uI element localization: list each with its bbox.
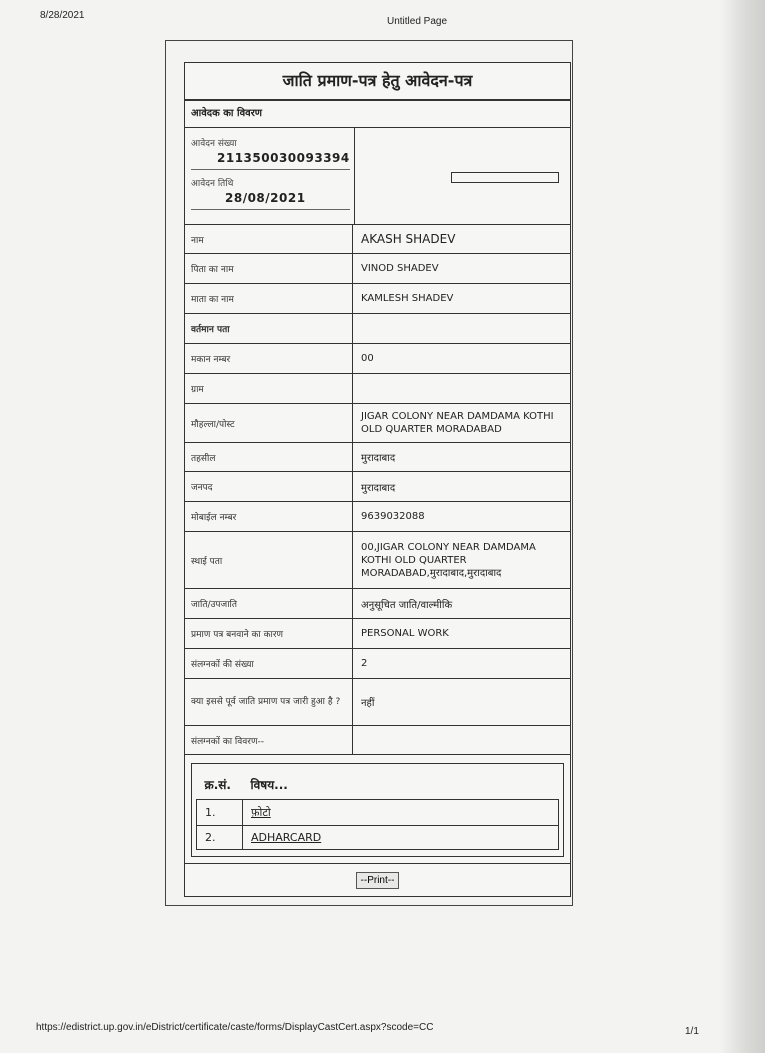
attachment-link-adharcard[interactable]: ADHARCARD [243, 826, 559, 850]
row-village [185, 374, 570, 404]
row-mother-name [185, 284, 570, 314]
row-label: मौहल्ला/पोस्ट [185, 404, 353, 442]
row-mobile-number [185, 502, 570, 532]
row-house-number [185, 344, 570, 374]
row-label: वर्तमान पता [185, 314, 353, 343]
application-number-label: आवेदन संख्या [191, 139, 237, 149]
col-subject-header: विषय... [250, 778, 288, 792]
row-value [353, 374, 570, 403]
row-district [185, 472, 570, 502]
row-mohalla-post [185, 404, 570, 443]
row-tehsil [185, 443, 570, 472]
row-value: 00 [361, 353, 374, 364]
print-date: 8/28/2021 [40, 10, 85, 21]
attachment-serial: 1. [197, 800, 243, 826]
row-value [353, 726, 570, 754]
attachments-section [185, 755, 570, 864]
attachments-table [196, 770, 559, 850]
row-label: मोबाईल नम्बर [185, 502, 353, 531]
attachments-header-row [197, 770, 559, 800]
row-value: 9639032088 [361, 511, 425, 522]
caste-certificate-application-form [184, 62, 571, 897]
row-label: पिता का नाम [185, 254, 353, 283]
row-attachment-count [185, 649, 570, 679]
row-label: जनपद [185, 472, 353, 501]
row-value: 2 [361, 658, 368, 669]
row-value [353, 314, 570, 343]
row-value: KAMLESH SHADEV [361, 293, 454, 304]
form-title: जाति प्रमाण-पत्र हेतु आवेदन-पत्र [185, 63, 570, 101]
print-page-title: Untitled Page [387, 16, 448, 27]
application-number: 211350030093394 [217, 151, 350, 165]
row-label: नाम [185, 225, 353, 253]
row-label: स्थाई पता [185, 532, 353, 588]
application-info-row [185, 128, 570, 225]
row-label: तहसील [185, 443, 353, 471]
print-button[interactable]: --Print-- [356, 872, 400, 889]
row-label: प्रमाण पत्र बनवाने का कारण [185, 619, 353, 648]
row-value: JIGAR COLONY NEAR DAMDAMA KOTHI OLD QUARTER MORADABAD [361, 411, 554, 435]
application-info [185, 128, 355, 224]
row-previous-certificate [185, 679, 570, 726]
row-label: संलग्नकों का विवरण-- [185, 726, 353, 754]
photo-box [451, 172, 559, 183]
row-value: VINOD SHADEV [361, 263, 439, 274]
divider [191, 169, 350, 170]
row-label: जाति/उपजाति [185, 589, 353, 618]
attachments-panel [191, 763, 564, 857]
attachment-link-photo[interactable]: फ़ोटो [243, 800, 559, 826]
attachment-serial: 2. [197, 826, 243, 850]
row-label: मकान नम्बर [185, 344, 353, 373]
row-attachment-details [185, 726, 570, 755]
print-bar [185, 864, 570, 896]
applicant-details-heading: आवेदक का विवरण [185, 101, 570, 128]
row-value: मुरादाबाद [361, 453, 396, 464]
photo-area [355, 128, 570, 224]
divider [191, 209, 350, 210]
row-value: मुरादाबाद [361, 482, 396, 494]
scan-shadow [720, 0, 765, 1053]
row-label: ग्राम [185, 374, 353, 403]
row-label: संलग्नकों की संख्या [185, 649, 353, 678]
row-value: अनुसूचित जाति/वाल्मीकि [361, 599, 453, 611]
row-value: AKASH SHADEV [361, 232, 456, 246]
application-date-label: आवेदन तिथि [191, 179, 234, 189]
row-label: क्या इससे पूर्व जाति प्रमाण पत्र जारी हुआ है ? [185, 679, 353, 725]
row-value: PERSONAL WORK [361, 628, 449, 639]
table-row [197, 800, 559, 826]
print-url: https://edistrict.up.gov.in/eDistrict/certificate/caste/forms/DisplayCastCert.aspx?scode=CC [36, 1022, 434, 1033]
row-current-address [185, 314, 570, 344]
row-value: 00,JIGAR COLONY NEAR DAMDAMA KOTHI OLD QUARTER MORADABAD,मुरादाबाद,मुरादाबाद [361, 541, 536, 579]
row-value: नहीं [361, 698, 375, 709]
table-row [197, 826, 559, 850]
row-father-name [185, 254, 570, 284]
col-serial-header: क्र.सं. [204, 778, 231, 792]
row-name [185, 225, 570, 254]
row-permanent-address [185, 532, 570, 589]
row-caste [185, 589, 570, 619]
row-reason [185, 619, 570, 649]
print-page-number: 1/1 [685, 1026, 699, 1037]
application-date: 28/08/2021 [225, 191, 306, 205]
row-label: माता का नाम [185, 284, 353, 313]
